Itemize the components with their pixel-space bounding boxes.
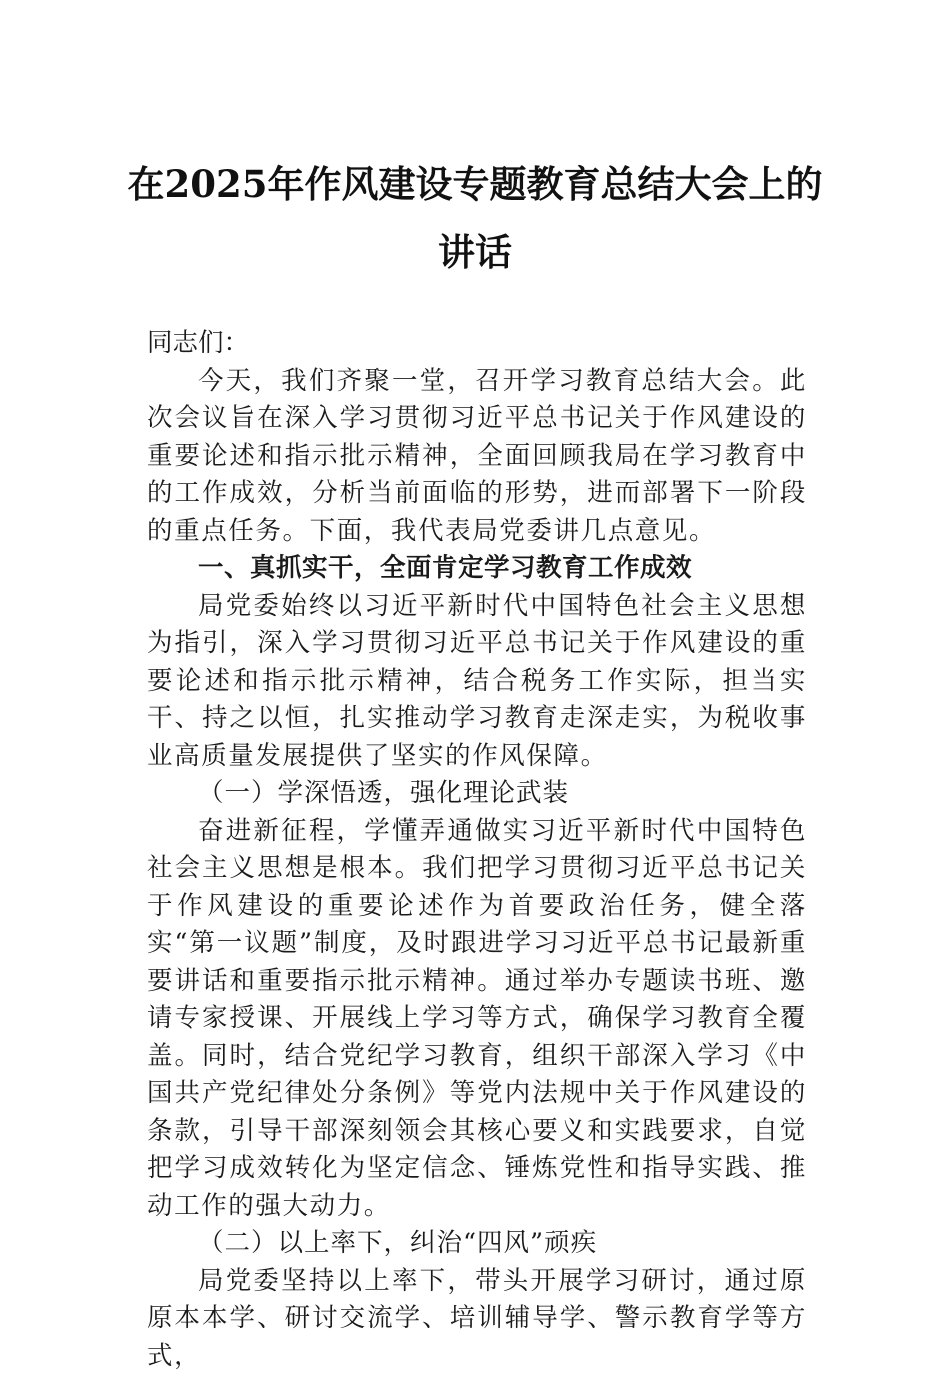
section-heading-1: 一、真抓实干，全面肯定学习教育工作成效 — [147, 550, 807, 588]
document-title-line1: 在2025年作风建设专题教育总结大会上的 — [120, 166, 830, 203]
document-body — [147, 325, 807, 1375]
document-title-line2: 讲话 — [120, 234, 830, 271]
subsection-heading-2: （二）以上率下，纠治“四风”顽疾 — [147, 1225, 807, 1263]
paragraph-subsection-1: 奋进新征程，学懂弄通做实习近平新时代中国特色社会主义思想是根本。我们把学习贯彻习近平总书记关于作风建设的重要论述作为首要政治任务，健全落实“第一议题”制度，及时跟进学习习近平总书记最新重要讲话和重要指示批示精神。通过举办专题读书班、邀请专家授课、开展线上学习等方式，确保学习教育全覆盖。同时，结合党纪学习教育，组织干部深入学习《中国共产党纪律处分条例》等党内法规中关于作风建设的条款，引导干部深刻领会其核心要义和实践要求，自觉把学习成效转化为坚定信念、锤炼党性和指导实践、推动工作的强大动力。 — [147, 813, 807, 1226]
greeting: 同志们： — [147, 325, 807, 363]
paragraph-section-1: 局党委始终以习近平新时代中国特色社会主义思想为指引，深入学习贯彻习近平总书记关于作风建设的重要论述和指示批示精神，结合税务工作实际，担当实干、持之以恒，扎实推动学习教育走深走实，为税收事业高质量发展提供了坚实的作风保障。 — [147, 588, 807, 776]
paragraph-subsection-2: 局党委坚持以上率下，带头开展学习研讨，通过原原本本学、研讨交流学、培训辅导学、警示教育学等方式， — [147, 1263, 807, 1375]
subsection-heading-1: （一）学深悟透，强化理论武装 — [147, 775, 807, 813]
paragraph-intro: 今天，我们齐聚一堂，召开学习教育总结大会。此次会议旨在深入学习贯彻习近平总书记关于作风建设的重要论述和指示批示精神，全面回顾我局在学习教育中的工作成效，分析当前面临的形势，进而部署下一阶段的重点任务。下面，我代表局党委讲几点意见。 — [147, 363, 807, 551]
